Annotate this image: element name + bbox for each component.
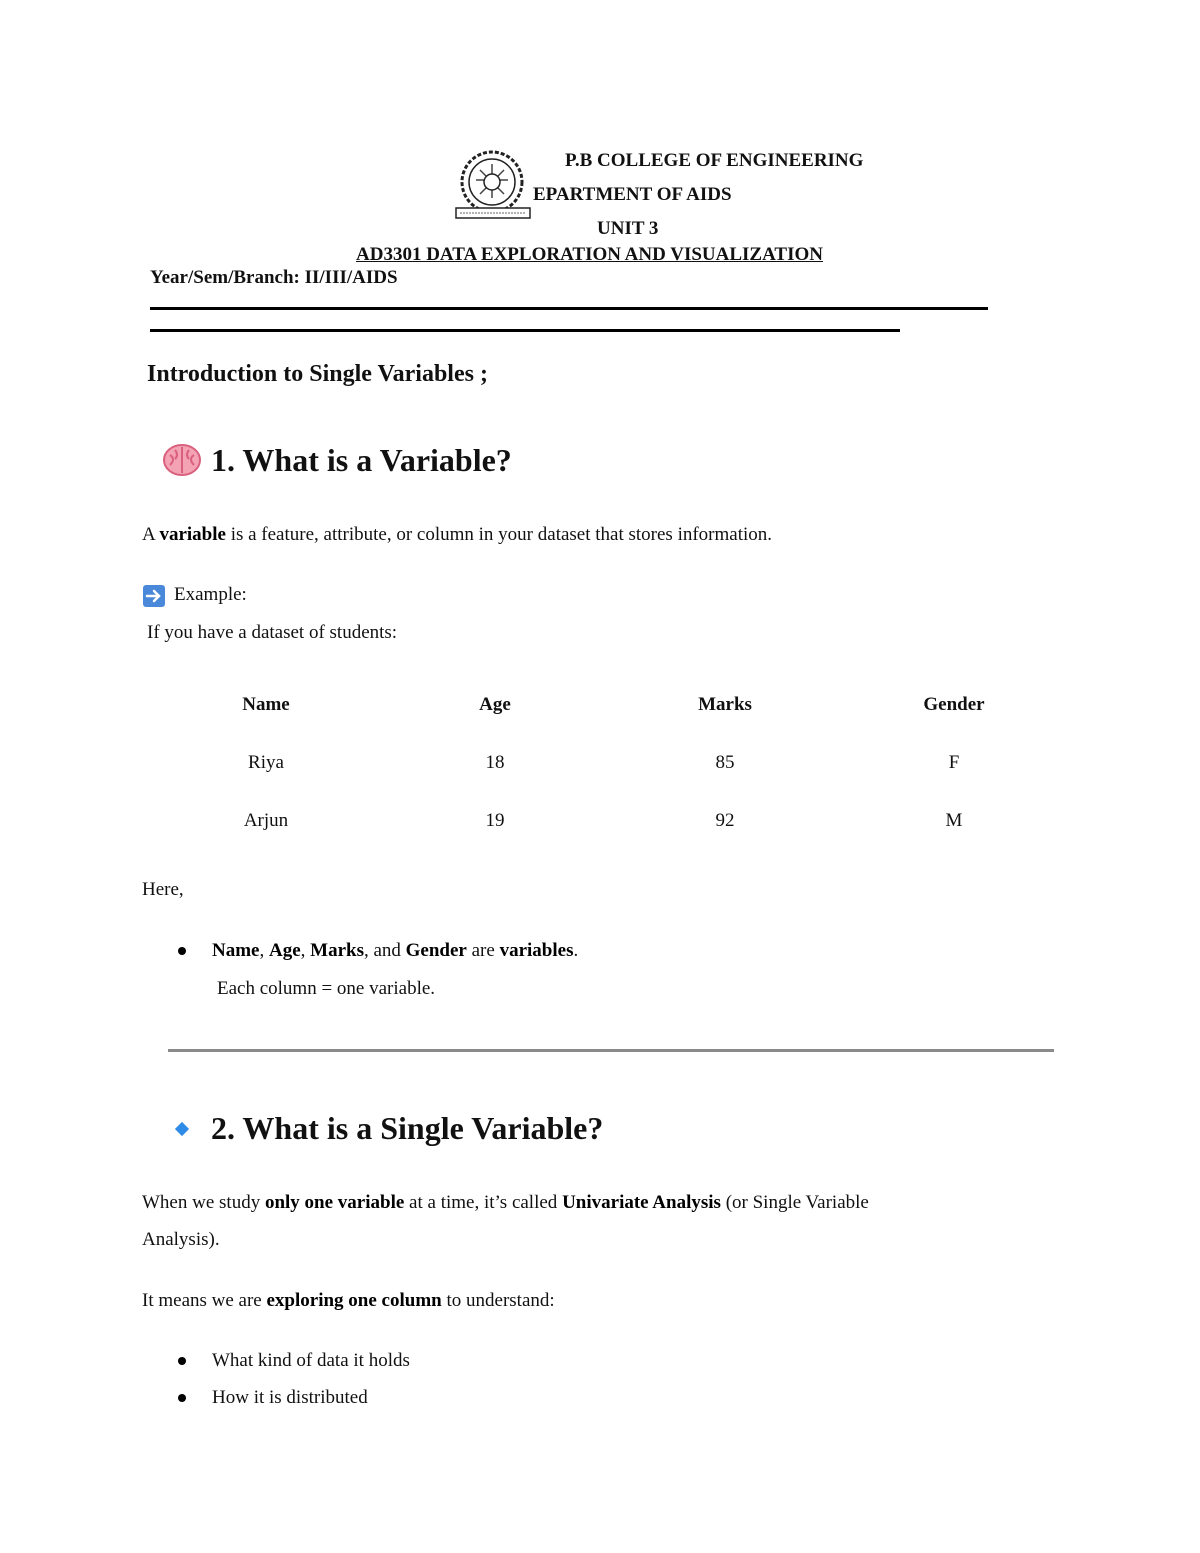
variables-bullet: Name, Age, Marks, and Gender are variables.	[212, 940, 579, 961]
department-name: EPARTMENT OF AIDS	[533, 184, 732, 205]
list-item: What kind of data it holds	[212, 1350, 410, 1371]
table-cell: 85	[715, 752, 735, 773]
intro-heading: Introduction to Single Variables ;	[147, 361, 488, 387]
college-logo-icon	[454, 150, 534, 222]
header-rule-bottom	[150, 329, 900, 332]
univariate-paragraph-cont: Analysis).	[142, 1229, 220, 1250]
brain-icon	[162, 443, 202, 477]
table-header: Name	[242, 694, 290, 715]
univariate-paragraph: When we study only one variable at a time, it’s called Univariate Analysis (or Single Variable	[142, 1192, 869, 1213]
bullet-icon	[178, 947, 186, 955]
table-cell: Arjun	[243, 810, 289, 831]
table-cell: 18	[485, 752, 505, 773]
bullet-icon	[178, 1394, 186, 1402]
table-cell: F	[948, 752, 960, 773]
blue-diamond-icon	[175, 1122, 189, 1136]
exploring-paragraph: It means we are exploring one column to understand:	[142, 1290, 555, 1311]
example-label: Example:	[174, 584, 247, 605]
header-rule-top	[150, 307, 988, 310]
table-header: Marks	[698, 694, 752, 715]
table-cell: 92	[715, 810, 735, 831]
bullet-icon	[178, 1357, 186, 1365]
here-label: Here,	[142, 879, 184, 900]
table-cell: Riya	[248, 752, 284, 773]
table-cell: 19	[485, 810, 505, 831]
variable-definition: A variable is a feature, attribute, or column in your dataset that stores information.	[142, 524, 773, 545]
table-header: Age	[479, 694, 511, 715]
college-name: P.B COLLEGE OF ENGINEERING	[565, 150, 864, 171]
year-sem-branch: Year/Sem/Branch: II/III/AIDS	[150, 267, 398, 288]
course-title: AD3301 DATA EXPLORATION AND VISUALIZATION	[356, 244, 823, 265]
section1-heading: 1. What is a Variable?	[211, 442, 512, 478]
section-divider	[168, 1049, 1054, 1052]
column-note: Each column = one variable.	[217, 978, 436, 999]
unit-label: UNIT 3	[597, 218, 659, 239]
table-cell: M	[945, 810, 963, 831]
table-header: Gender	[923, 694, 985, 715]
section2-heading: 2. What is a Single Variable?	[211, 1110, 604, 1146]
list-item: How it is distributed	[212, 1387, 368, 1408]
arrow-right-icon	[143, 585, 165, 607]
example-intro: If you have a dataset of students:	[147, 622, 398, 643]
